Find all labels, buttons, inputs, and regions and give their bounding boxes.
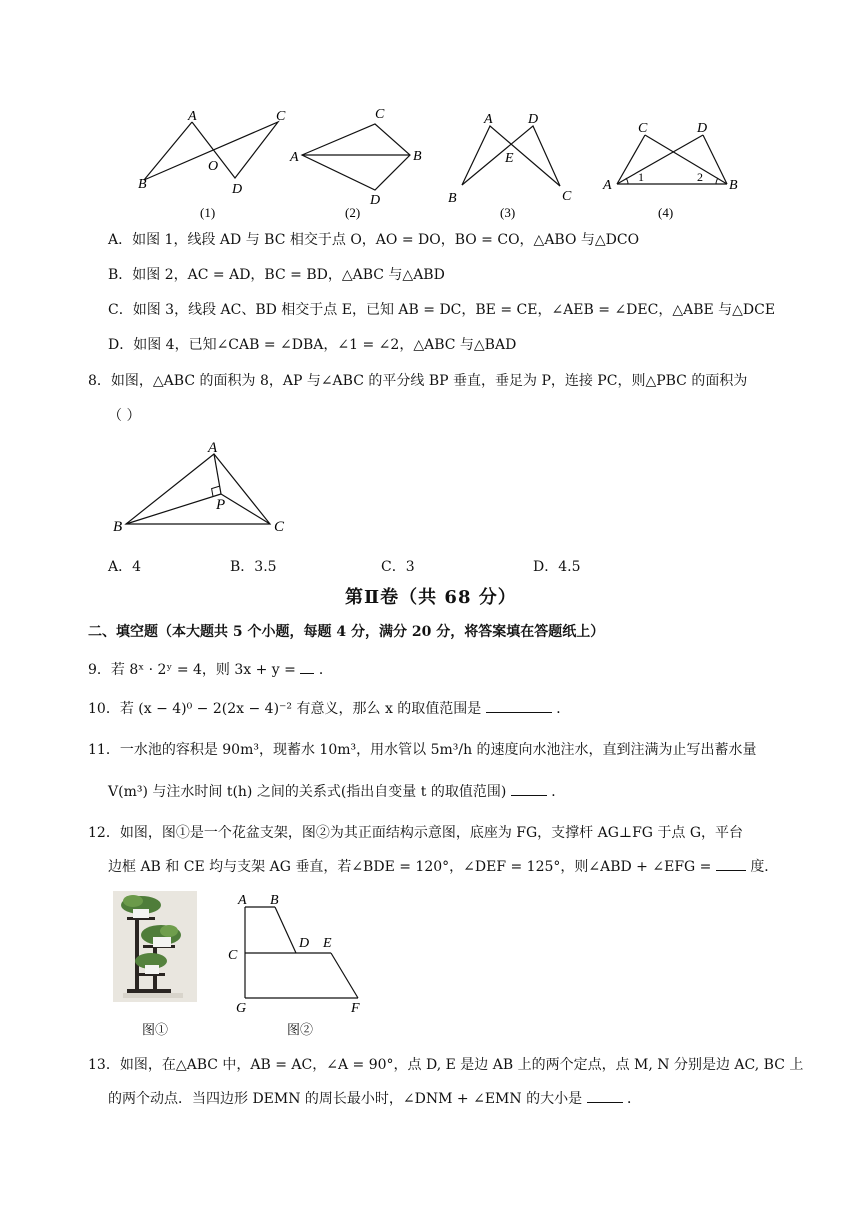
- q12-label-A: A: [238, 893, 247, 908]
- q12-label-C: C: [228, 948, 238, 963]
- section-fill-in-heading: 二、填空题（本大题共 5 个小题，每题 4 分，满分 20 分，将答案填在答题纸上）: [88, 624, 605, 640]
- q8-label-C: C: [274, 519, 285, 535]
- q8-label-A: A: [208, 440, 218, 456]
- fig4-label-A: A: [603, 178, 612, 193]
- q8-label-P: P: [216, 497, 226, 513]
- q8-option-b: B．3.5: [230, 559, 277, 575]
- q7-option-a: A．如图 1，线段 AD 与 BC 相交于点 O，AO = DO，BO = CO，△ABO 与△DCO: [108, 232, 640, 248]
- image-caption-2: 图②: [287, 1023, 314, 1038]
- fig1-caption: (1): [200, 205, 216, 220]
- q13-line2: [108, 1088, 641, 1108]
- q12-label-F: F: [351, 1001, 360, 1016]
- q8-figure: [108, 438, 298, 538]
- q12-figure: [225, 888, 370, 1018]
- fig4-label-B: B: [729, 178, 738, 193]
- q12-text: 边框 AB 和 CE 均与支架 AG 垂直，若∠BDE = 120°，∠DEF = 125°，则∠ABD + ∠EFG =: [108, 859, 712, 875]
- q8-option-c: C．3: [381, 559, 415, 575]
- fig1-label-O: O: [208, 159, 219, 174]
- fig3-label-B: B: [448, 191, 457, 206]
- q12-label-D: D: [299, 936, 310, 951]
- q12-label-B: B: [270, 893, 279, 908]
- q8-stem: 8．如图，△ABC 的面积为 8，AP 与∠ABC 的平分线 BP 垂直，垂足为 P，连接 PC，则△PBC 的面积为: [88, 373, 748, 389]
- q11-line1: 11．一水池的容积是 90m³，现蓄水 10m³，用水管以 5m³/h 的速度向水池注水，直到注满为止写出蓄水量: [88, 742, 757, 758]
- q11-end: ．: [551, 784, 566, 800]
- fig1-label-A: A: [188, 109, 197, 124]
- fig2-label-A: A: [290, 150, 299, 165]
- q8-option-d: D．4.5: [533, 559, 581, 575]
- q8-label-B: B: [113, 519, 123, 535]
- flower-stand-image: [113, 891, 197, 1002]
- q12-label-G: G: [236, 1001, 247, 1016]
- fig2-caption: (2): [345, 205, 361, 220]
- q9-end: ．: [318, 662, 333, 678]
- figure-1: [130, 100, 295, 225]
- q13-line1: 13．如图，在△ABC 中，AB = AC，∠A = 90°，点 D, E 是边 AB 上的两个定点，点 M, N 分别是边 AC, BC 上: [88, 1057, 804, 1073]
- q7-option-c: C．如图 3，线段 AC、BD 相交于点 E，已知 AB = DC，BE = CE，∠AEB = ∠DEC，△ABE 与△DCE: [108, 302, 776, 318]
- fig3-caption: (3): [500, 205, 516, 220]
- q7-option-b: B．如图 2，AC = AD，BC = BD，△ABC 与△ABD: [108, 267, 445, 283]
- fig1-label-D: D: [232, 182, 243, 197]
- q9-text: 9．若 8ˣ · 2ʸ = 4，则 3x + y =: [88, 662, 296, 678]
- q9-blank[interactable]: [300, 661, 314, 674]
- q9: [88, 659, 333, 679]
- fig4-label-C: C: [638, 121, 648, 136]
- q7-option-d: D．如图 4，已知∠CAB = ∠DBA，∠1 = ∠2，△ABC 与△BAD: [108, 337, 517, 353]
- q8-paren: （ ）: [108, 408, 141, 424]
- q11-blank[interactable]: [511, 783, 547, 796]
- image-caption-1: 图①: [142, 1023, 169, 1038]
- fig4-angle-1: 1: [638, 170, 644, 184]
- q8-option-a: A．4: [108, 559, 142, 575]
- fig2-label-B: B: [413, 149, 422, 164]
- q10-blank[interactable]: [486, 700, 552, 713]
- fig4-label-D: D: [697, 121, 708, 136]
- q13-text: 的两个动点．当四边形 DEMN 的周长最小时，∠DNM + ∠EMN 的大小是: [108, 1091, 583, 1107]
- fig3-label-D: D: [528, 112, 539, 127]
- q11-text: V(m³) 与注水时间 t(h) 之间的关系式(指出自变量 t 的取值范围): [108, 784, 507, 800]
- fig3-label-E: E: [505, 151, 514, 166]
- q10: [88, 698, 570, 718]
- q12-line2: [108, 856, 778, 876]
- q12-end: 度．: [750, 859, 779, 875]
- fig1-label-B: B: [138, 177, 147, 192]
- fig4-caption: (4): [658, 205, 674, 220]
- figure-4: [595, 100, 750, 225]
- q13-blank[interactable]: [587, 1090, 623, 1103]
- figure-2: [285, 100, 435, 225]
- part2-title: 第Ⅱ卷（共 68 分）: [345, 587, 517, 608]
- q11-line2: [108, 781, 565, 801]
- fig2-label-C: C: [375, 107, 385, 122]
- q12-blank[interactable]: [716, 858, 746, 871]
- fig4-angle-2: 2: [697, 170, 703, 184]
- q12-label-E: E: [323, 936, 332, 951]
- q10-end: ．: [556, 701, 571, 717]
- fig3-label-A: A: [484, 112, 493, 127]
- figure-3: [440, 100, 590, 225]
- fig1-label-C: C: [276, 109, 286, 124]
- q12-line1: 12．如图，图①是一个花盆支架，图②为其正面结构示意图，底座为 FG，支撑杆 AG⊥FG 于点 G，平台: [88, 825, 744, 841]
- q10-text: 10．若 (x − 4)⁰ − 2(2x − 4)⁻² 有意义，那么 x 的取值范围是: [88, 701, 482, 717]
- q13-end: ．: [627, 1091, 641, 1107]
- fig3-label-C: C: [562, 189, 572, 204]
- fig2-label-D: D: [370, 193, 381, 208]
